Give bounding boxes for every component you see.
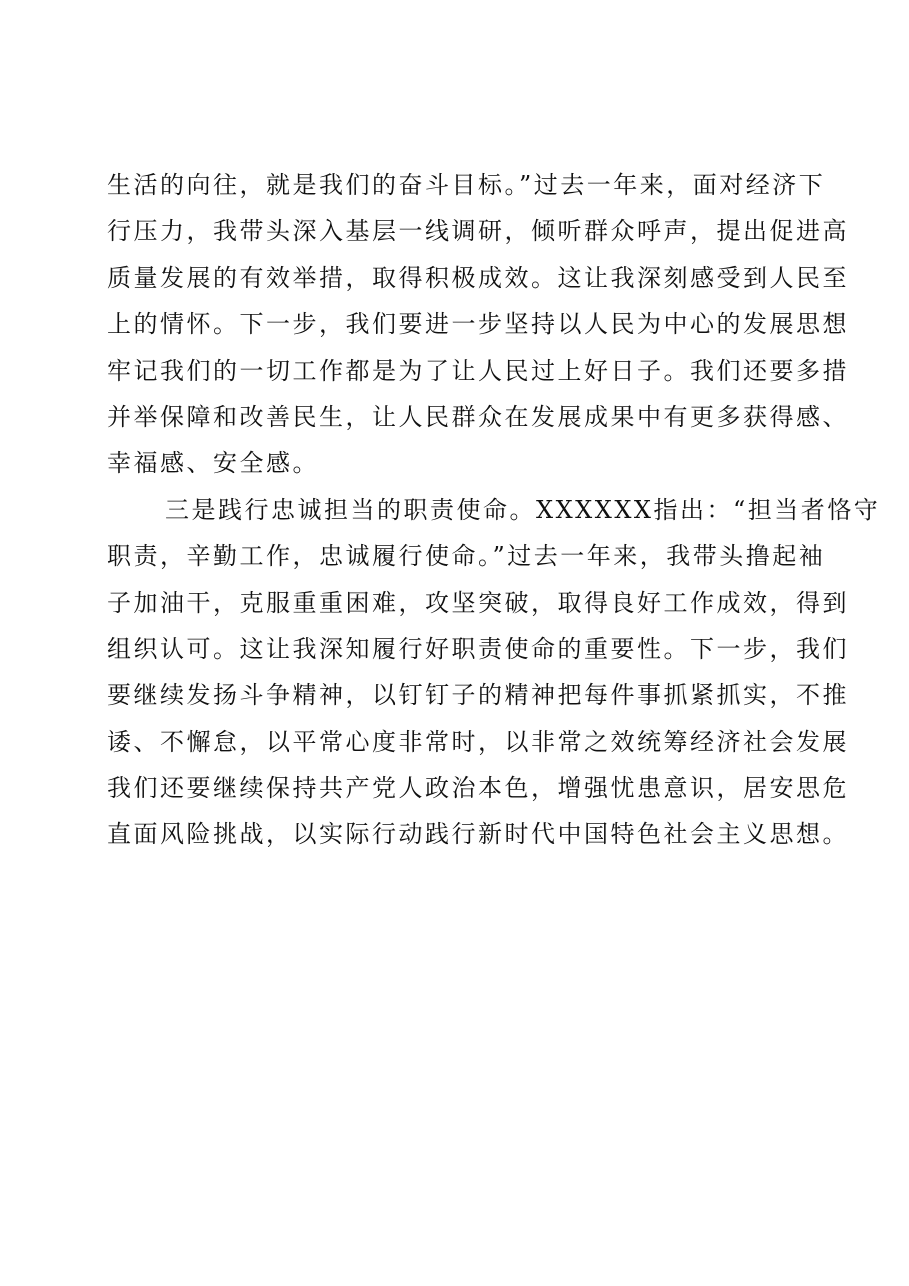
text-line: 要继续发扬斗争精神，以钉钉子的精神把每件事抓紧抓实，不推: [107, 681, 849, 710]
text-line: 并举保障和改善民生，让人民群众在发展成果中有更多获得感、: [107, 402, 849, 431]
text-line: 幸福感、安全感。: [107, 449, 319, 478]
text-line: 上的情怀。下一步，我们要进一步坚持以人民为中心的发展思想: [107, 310, 849, 339]
paragraph-duty-mission: [107, 487, 881, 858]
text-line: 三是践行忠诚担当的职责使命。XXXXXX指出：“担当者恪守: [165, 495, 881, 524]
paragraph-people-centered: [107, 162, 849, 487]
text-line: 直面风险挑战，以实际行动践行新时代中国特色社会主义思想。: [107, 820, 849, 849]
text-line: 子加油干，克服重重困难，攻坚突破，取得良好工作成效，得到: [107, 588, 849, 617]
text-line: 组织认可。这让我深知履行好职责使命的重要性。下一步，我们: [107, 634, 849, 663]
document-body: [107, 162, 881, 858]
text-line: 诿、不懈怠，以平常心度非常时，以非常之效统筹经济社会发展: [107, 727, 849, 756]
text-line: 行压力，我带头深入基层一线调研，倾听群众呼声，提出促进高: [107, 217, 849, 246]
text-line: 我们还要继续保持共产党人政治本色，增强忧患意识，居安思危: [107, 774, 849, 803]
text-line: 职责，辛勤工作，忠诚履行使命。”过去一年来，我带头撸起袖: [107, 542, 826, 571]
text-line: 牢记我们的一切工作都是为了让人民过上好日子。我们还要多措: [107, 356, 849, 385]
text-line: 生活的向往，就是我们的奋斗目标。”过去一年来，面对经济下: [107, 171, 826, 199]
text-line: 质量发展的有效举措，取得积极成效。这让我深刻感受到人民至: [107, 263, 849, 292]
